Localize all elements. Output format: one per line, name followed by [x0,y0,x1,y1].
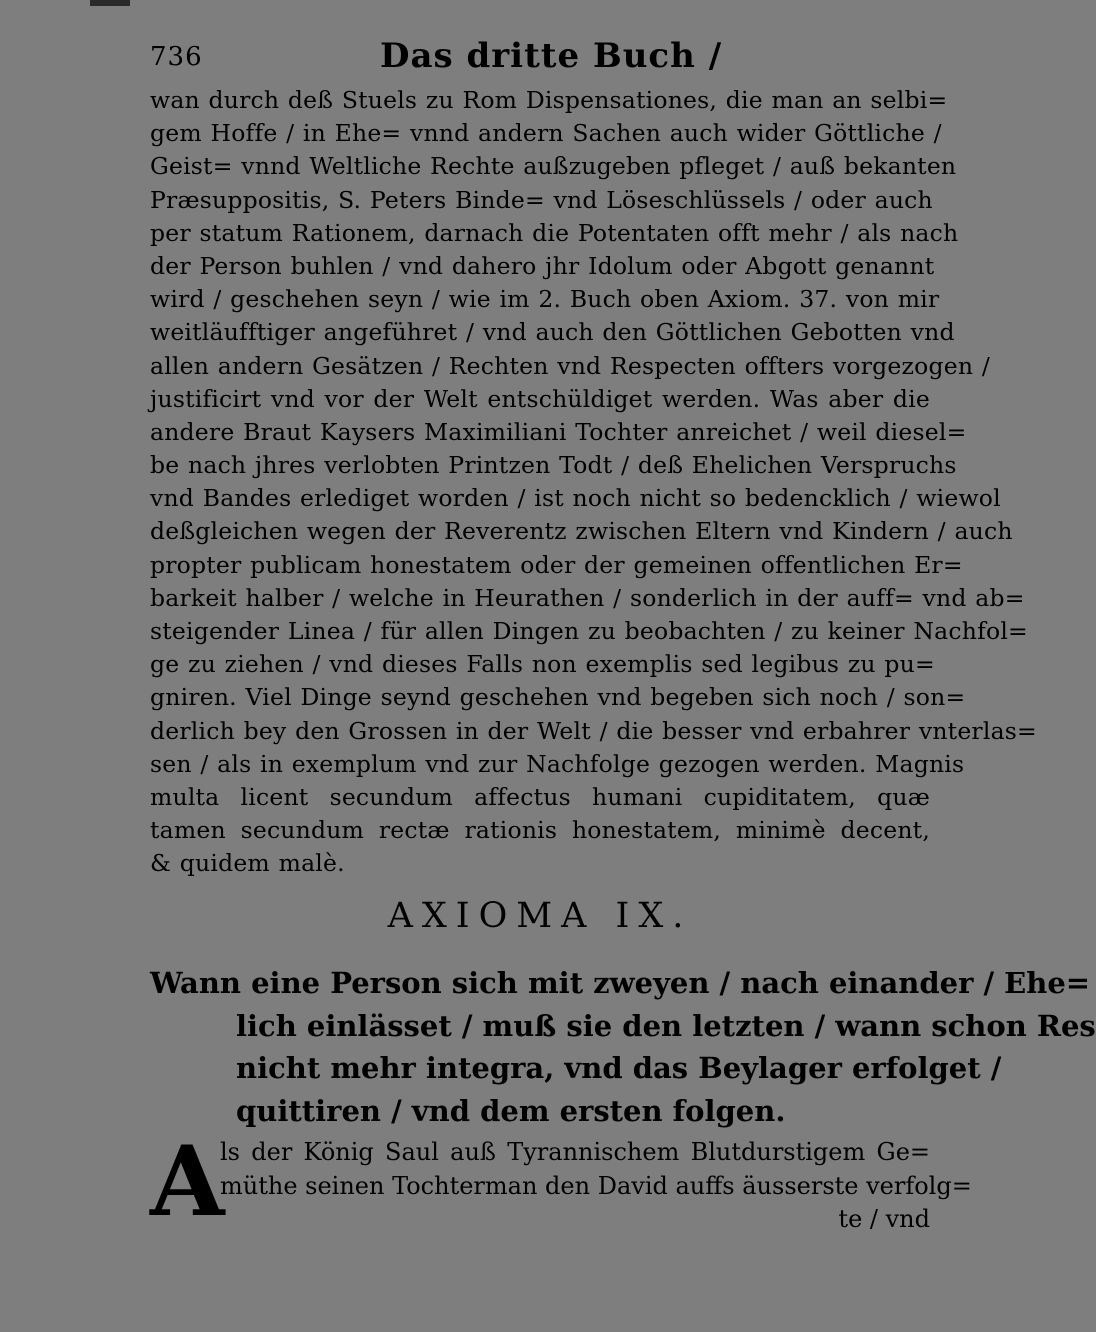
text-line: weitläufftiger angeführet / vnd auch den Göttlichen Gebotten vnd [150,318,955,347]
text-line: gniren. Viel Dinge seynd geschehen vnd begeben sich noch / son= [150,683,966,712]
text-line: gem Hoffe / in Ehe= vnnd andern Sachen auch wider Göttliche / [150,119,942,148]
text-line: andere Braut Kaysers Maximiliani Tochter anreichet / weil diesel= [150,417,967,446]
drop-cap-initial: A [150,1125,225,1238]
paragraph-line: ls der König Saul auß Tyrannischem Blutdurstigem Ge= [220,1138,930,1166]
axiom-thesis [150,962,1096,1132]
text-line: allen andern Gesätzen / Rechten vnd Respecten offters vorgezogen / [150,351,990,380]
thesis-line: quittiren / vnd dem ersten folgen. [236,1093,786,1128]
catchword: te / vnd [838,1205,930,1233]
text-line: deßgleichen wegen der Reverentz zwischen Eltern vnd Kindern / auch [150,517,1013,546]
text-line: wan durch deß Stuels zu Rom Dispensationes, die man an selbi= [150,86,948,114]
thesis-line: nicht mehr integra, vnd das Beylager erfolget / [236,1051,1002,1085]
paragraph-line: müthe seinen Tochterman den David auffs äusserste verfolg= [220,1171,972,1200]
axiom-heading: AXIOMA IX. [387,896,693,936]
page-number: 736 [150,42,203,72]
text-line: sen / als in exemplum vnd zur Nachfolge gezogen werden. Magnis [150,749,965,778]
body-text [150,84,1037,881]
text-line: & quidem malè. [150,849,345,878]
text-line: derlich bey den Grossen in der Welt / die besser vnd erbahrer vnterlas= [150,716,1037,745]
text-line: wird / geschehen seyn / wie im 2. Buch oben Axiom. 37. von mir [150,285,940,314]
text-line: Geist= vnnd Weltliche Rechte außzugeben pfleget / auß bekanten [150,152,957,181]
text-line: vnd Bandes erlediget worden / ist noch nicht so bedencklich / wiewol [150,484,1001,513]
text-line: propter publicam honestatem oder der gemeinen offentlichen Er= [150,550,963,579]
text-line: der Person buhlen / vnd dahero jhr Idolum oder Abgott genannt [150,251,935,280]
text-line: be nach jhres verlobten Printzen Todt / deß Ehelichen Verspruchs [150,451,957,480]
paragraph [150,1125,972,1238]
text-line: tamen secundum rectæ rationis honestatem, minimè decent, [150,816,930,845]
scan-mark [90,0,130,6]
text-line: per statum Rationem, darnach die Potentaten offt mehr / als nach [150,218,959,247]
page-header [150,36,930,86]
thesis-line: Wann eine Person sich mit zweyen / nach einander / Ehe= [150,966,1091,1000]
text-line: barkeit halber / welche in Heurathen / sonderlich in der auff= vnd ab= [150,583,1025,612]
running-head: Das dritte Buch / [380,36,723,76]
text-line: multa licent secundum affectus humani cupiditatem, quæ [150,782,930,811]
text-line: ge zu ziehen / vnd dieses Falls non exemplis sed legibus zu pu= [150,650,935,679]
text-line: justificirt vnd vor der Welt entschüldiget werden. Was aber die [150,384,930,413]
text-line: Præsuppositis, S. Peters Binde= vnd Löseschlüssels / oder auch [150,185,933,214]
text-line: steigender Linea / für allen Dingen zu beobachten / zu keiner Nachfol= [150,617,1028,645]
thesis-line: lich einlässet / muß sie den letzten / wann schon Res [236,1008,1096,1043]
